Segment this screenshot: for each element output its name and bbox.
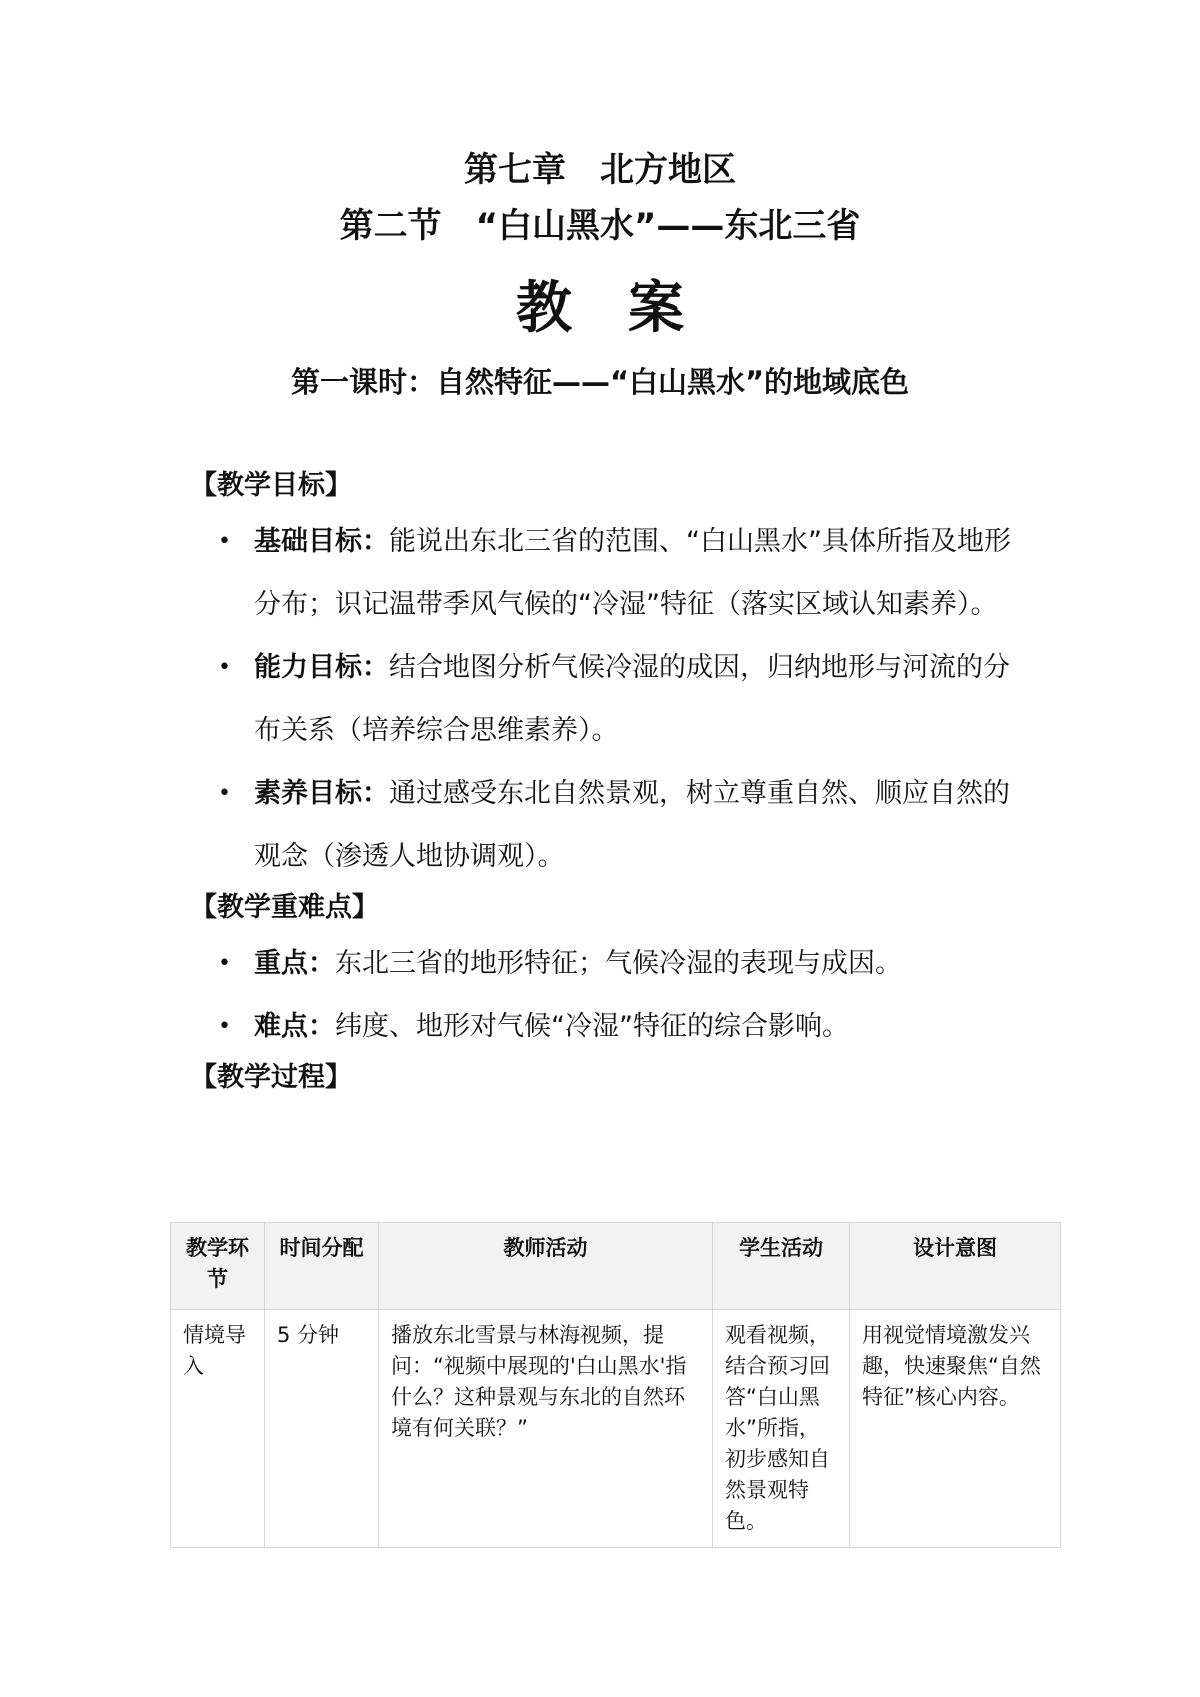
list-item — [190, 510, 1030, 636]
table-header-row — [171, 1223, 1061, 1310]
item-text: 纬度、地形对气候“冷湿”特征的综合影响。 — [335, 1011, 849, 1042]
list-item — [190, 762, 1030, 888]
column-header-teacher: 教师活动 — [379, 1223, 713, 1310]
bullet-icon: • — [218, 1014, 231, 1039]
cell-teacher-activity: 播放东北雪景与林海视频，提问：“视频中展现的'白山黑水'指什么？这种景观与东北的自然环境有何关联？” — [379, 1310, 713, 1548]
lesson-subtitle: 第一课时：自然特征——“白山黑水”的地域底色 — [290, 365, 910, 399]
item-text: 东北三省的地形特征；气候冷湿的表现与成因。 — [335, 948, 902, 979]
table-row — [171, 1310, 1061, 1548]
item-lead: 素养目标： — [254, 778, 389, 809]
bullet-icon: • — [218, 951, 231, 976]
teaching-goals-list — [190, 510, 1030, 888]
key-points-list — [190, 932, 1030, 1058]
list-item — [190, 636, 1030, 762]
column-header-student: 学生活动 — [713, 1223, 850, 1310]
section-title: 第二节 “白山黑水”——东北三省 — [339, 206, 861, 246]
column-header-time: 时间分配 — [265, 1223, 379, 1310]
cell-stage: 情境导入 — [171, 1310, 265, 1548]
column-header-stage: 教学环节 — [171, 1223, 265, 1310]
cell-design-intent: 用视觉情境激发兴趣，快速聚焦“自然特征”核心内容。 — [850, 1310, 1061, 1548]
item-text: 能说出东北三省的范围、“白山黑水”具体所指及地形分布；识记温带季风气候的“冷湿”特征（落实区域认知素养）。 — [254, 526, 1011, 620]
lesson-plan-title: 教 案 — [516, 276, 684, 341]
cell-student-activity: 观看视频，结合预习回答“白山黑水”所指，初步感知自然景观特色。 — [713, 1310, 850, 1548]
item-text: 通过感受东北自然景观，树立尊重自然、顺应自然的观念（渗透人地协调观）。 — [254, 778, 1010, 872]
title-block — [0, 150, 1200, 402]
key-points-heading: 【教学重难点】 — [190, 892, 379, 923]
bullet-icon: • — [218, 655, 231, 680]
cell-time: 5 分钟 — [265, 1310, 379, 1548]
bullet-icon: • — [218, 781, 231, 806]
list-item — [190, 932, 1030, 995]
column-header-intent: 设计意图 — [850, 1223, 1061, 1310]
process-heading: 【教学过程】 — [190, 1062, 352, 1093]
item-text: 结合地图分析气候冷湿的成因，归纳地形与河流的分布关系（培养综合思维素养）。 — [254, 652, 1010, 746]
item-lead: 基础目标： — [254, 526, 389, 557]
teaching-process-table — [170, 1222, 1061, 1548]
chapter-title: 第七章 北方地区 — [464, 150, 736, 190]
item-lead: 能力目标： — [254, 652, 389, 683]
bullet-icon: • — [218, 529, 231, 554]
item-lead: 难点： — [254, 1011, 335, 1042]
teaching-goals-heading: 【教学目标】 — [190, 470, 352, 501]
item-lead: 重点： — [254, 948, 335, 979]
content-body — [190, 466, 1030, 1102]
list-item — [190, 995, 1030, 1058]
